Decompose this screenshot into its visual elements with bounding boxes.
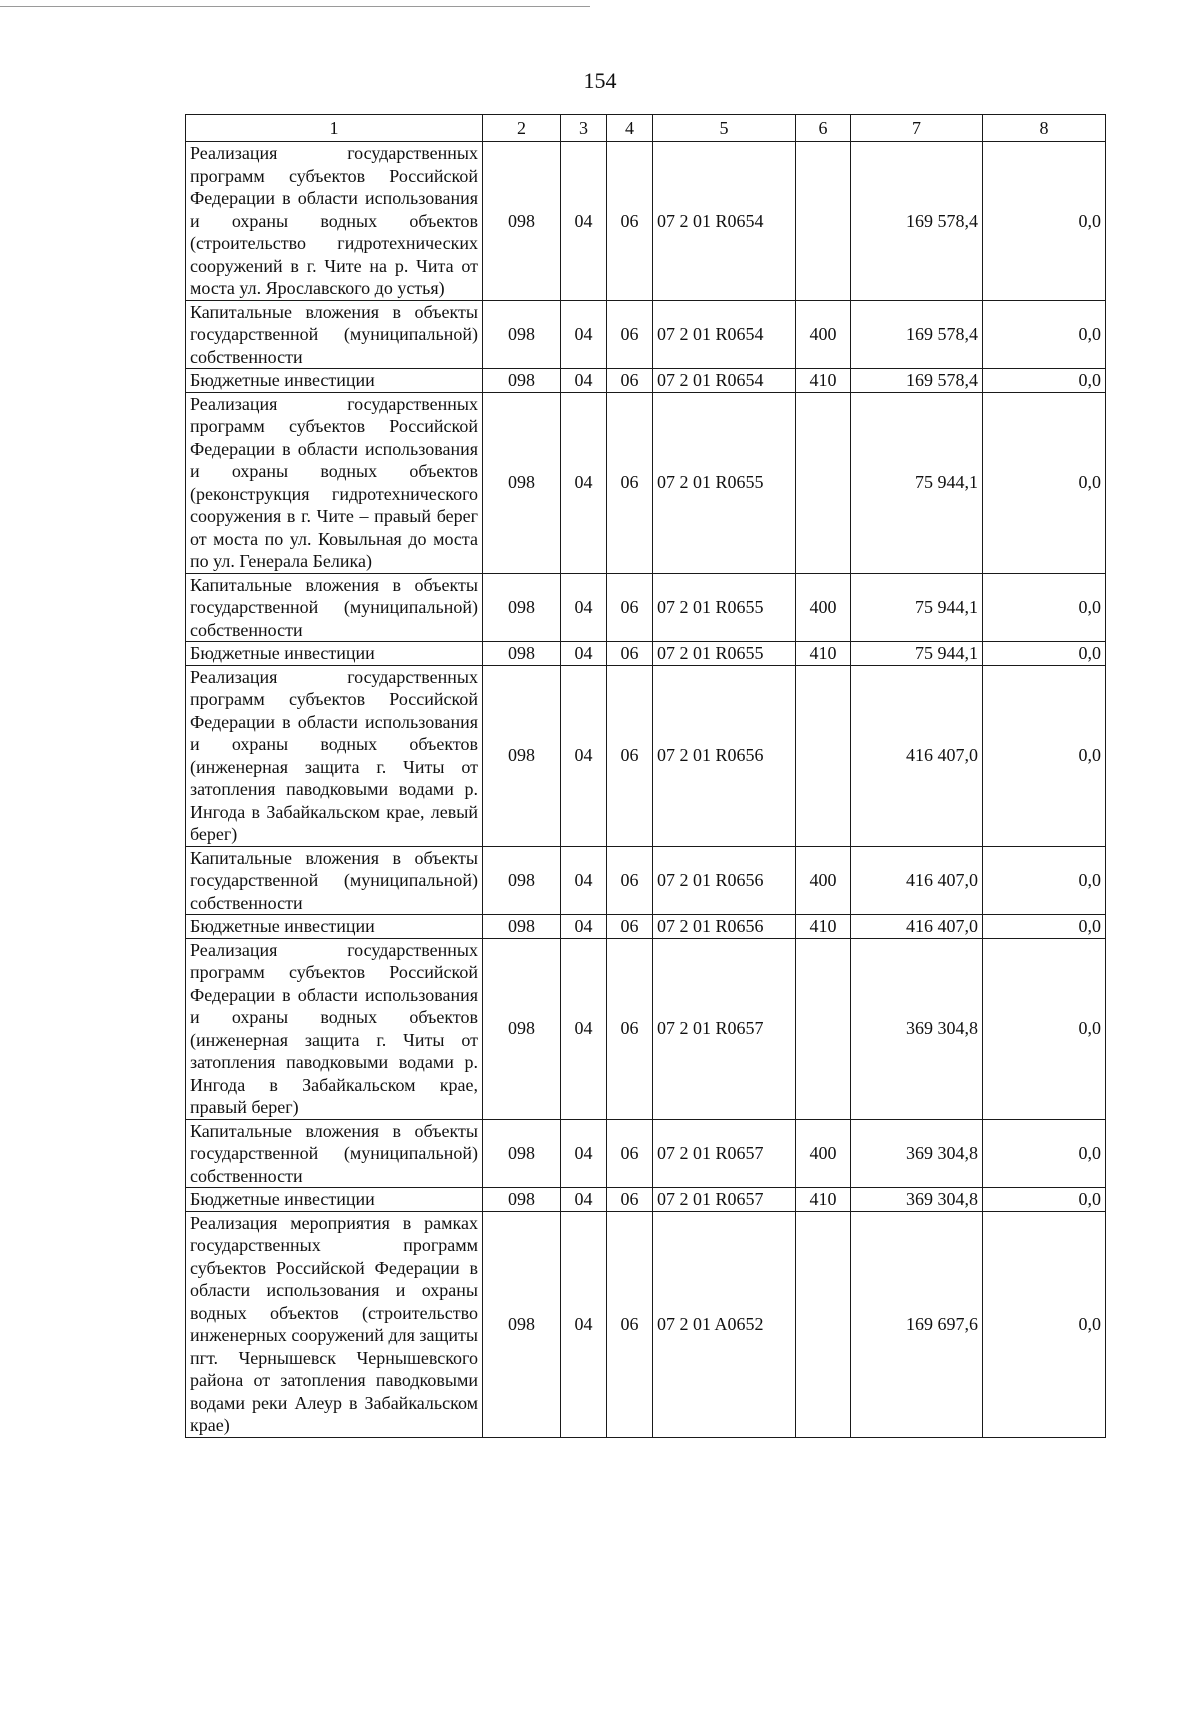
amount-value-col8: 0,0 xyxy=(983,915,1106,939)
table-row xyxy=(186,846,1106,915)
ministry-code: 098 xyxy=(483,846,561,915)
ministry-code: 098 xyxy=(483,1119,561,1188)
section-code: 04 xyxy=(561,642,607,666)
target-article-code: 07 2 01 R0657 xyxy=(653,938,796,1119)
subsection-code: 06 xyxy=(607,642,653,666)
expense-type-code xyxy=(796,142,851,301)
subsection-code: 06 xyxy=(607,142,653,301)
row-description: Реализация государственных программ субъектов Российской Федерации в области использования и охраны водных объектов (строительство гидротехнических сооружений в г. Чите на р. Чита от моста ул. Ярославского до устья) xyxy=(186,142,483,301)
section-code: 04 xyxy=(561,846,607,915)
subsection-code: 06 xyxy=(607,392,653,573)
expense-type-code: 400 xyxy=(796,573,851,642)
section-code: 04 xyxy=(561,938,607,1119)
target-article-code: 07 2 01 R0657 xyxy=(653,1119,796,1188)
section-code: 04 xyxy=(561,915,607,939)
amount-value-col8: 0,0 xyxy=(983,1211,1106,1437)
amount-value-col8: 0,0 xyxy=(983,938,1106,1119)
expense-type-code: 400 xyxy=(796,300,851,369)
column-header: 3 xyxy=(561,115,607,142)
ministry-code: 098 xyxy=(483,642,561,666)
column-header: 7 xyxy=(851,115,983,142)
table-row xyxy=(186,665,1106,846)
amount-value: 75 944,1 xyxy=(851,642,983,666)
amount-value-col8: 0,0 xyxy=(983,300,1106,369)
target-article-code: 07 2 01 R0656 xyxy=(653,665,796,846)
expense-type-code: 400 xyxy=(796,1119,851,1188)
ministry-code: 098 xyxy=(483,665,561,846)
table-row xyxy=(186,369,1106,393)
target-article-code: 07 2 01 R0655 xyxy=(653,573,796,642)
row-description: Реализация государственных программ субъектов Российской Федерации в области использования и охраны водных объектов (инженерная защита г. Читы от затопления паводковыми водами р. Ингода в Забайкальском крае, левый берег) xyxy=(186,665,483,846)
row-description: Бюджетные инвестиции xyxy=(186,369,483,393)
target-article-code: 07 2 01 R0654 xyxy=(653,142,796,301)
target-article-code: 07 2 01 A0652 xyxy=(653,1211,796,1437)
column-header: 4 xyxy=(607,115,653,142)
amount-value-col8: 0,0 xyxy=(983,1188,1106,1212)
column-header: 6 xyxy=(796,115,851,142)
subsection-code: 06 xyxy=(607,846,653,915)
section-code: 04 xyxy=(561,392,607,573)
column-header: 2 xyxy=(483,115,561,142)
expense-type-code: 410 xyxy=(796,1188,851,1212)
ministry-code: 098 xyxy=(483,573,561,642)
expense-type-code xyxy=(796,392,851,573)
row-description: Реализация государственных программ субъектов Российской Федерации в области использования и охраны водных объектов (инженерная защита г. Читы от затопления паводковыми водами р. Ингода в Забайкальском крае, правый берег) xyxy=(186,938,483,1119)
row-description: Бюджетные инвестиции xyxy=(186,642,483,666)
target-article-code: 07 2 01 R0656 xyxy=(653,846,796,915)
amount-value: 369 304,8 xyxy=(851,938,983,1119)
table-row xyxy=(186,300,1106,369)
expense-type-code xyxy=(796,665,851,846)
subsection-code: 06 xyxy=(607,369,653,393)
amount-value-col8: 0,0 xyxy=(983,142,1106,301)
section-code: 04 xyxy=(561,142,607,301)
target-article-code: 07 2 01 R0655 xyxy=(653,392,796,573)
target-article-code: 07 2 01 R0656 xyxy=(653,915,796,939)
scan-top-rule xyxy=(0,6,590,7)
ministry-code: 098 xyxy=(483,938,561,1119)
amount-value-col8: 0,0 xyxy=(983,665,1106,846)
subsection-code: 06 xyxy=(607,1211,653,1437)
row-description: Реализация мероприятия в рамках государственных программ субъектов Российской Федерации в области использования и охраны водных объектов (строительство инженерных сооружений для защиты пгт. Чернышевск Чернышевского района от затопления паводковыми водами реки Алеур в Забайкальском крае) xyxy=(186,1211,483,1437)
subsection-code: 06 xyxy=(607,1188,653,1212)
table-row xyxy=(186,1188,1106,1212)
amount-value-col8: 0,0 xyxy=(983,573,1106,642)
table-row xyxy=(186,642,1106,666)
row-description: Капитальные вложения в объекты государственной (муниципальной) собственности xyxy=(186,846,483,915)
ministry-code: 098 xyxy=(483,300,561,369)
ministry-code: 098 xyxy=(483,369,561,393)
amount-value: 169 578,4 xyxy=(851,142,983,301)
ministry-code: 098 xyxy=(483,142,561,301)
ministry-code: 098 xyxy=(483,1211,561,1437)
amount-value: 169 697,6 xyxy=(851,1211,983,1437)
amount-value: 416 407,0 xyxy=(851,846,983,915)
subsection-code: 06 xyxy=(607,1119,653,1188)
column-header: 1 xyxy=(186,115,483,142)
target-article-code: 07 2 01 R0654 xyxy=(653,369,796,393)
row-description: Капитальные вложения в объекты государственной (муниципальной) собственности xyxy=(186,573,483,642)
subsection-code: 06 xyxy=(607,300,653,369)
section-code: 04 xyxy=(561,300,607,369)
subsection-code: 06 xyxy=(607,573,653,642)
table-row xyxy=(186,1211,1106,1437)
section-code: 04 xyxy=(561,369,607,393)
ministry-code: 098 xyxy=(483,915,561,939)
amount-value-col8: 0,0 xyxy=(983,846,1106,915)
expense-type-code: 410 xyxy=(796,642,851,666)
table-header-row xyxy=(186,115,1106,142)
column-header: 8 xyxy=(983,115,1106,142)
ministry-code: 098 xyxy=(483,392,561,573)
budget-table xyxy=(185,114,1106,1438)
amount-value: 75 944,1 xyxy=(851,392,983,573)
amount-value-col8: 0,0 xyxy=(983,369,1106,393)
expense-type-code xyxy=(796,1211,851,1437)
amount-value: 75 944,1 xyxy=(851,573,983,642)
row-description: Капитальные вложения в объекты государственной (муниципальной) собственности xyxy=(186,1119,483,1188)
row-description: Бюджетные инвестиции xyxy=(186,915,483,939)
column-header: 5 xyxy=(653,115,796,142)
subsection-code: 06 xyxy=(607,915,653,939)
page-number: 154 xyxy=(583,68,617,93)
expense-type-code xyxy=(796,938,851,1119)
expense-type-code: 400 xyxy=(796,846,851,915)
amount-value-col8: 0,0 xyxy=(983,392,1106,573)
target-article-code: 07 2 01 R0654 xyxy=(653,300,796,369)
expense-type-code: 410 xyxy=(796,369,851,393)
amount-value: 369 304,8 xyxy=(851,1119,983,1188)
expense-type-code: 410 xyxy=(796,915,851,939)
amount-value: 416 407,0 xyxy=(851,665,983,846)
amount-value: 169 578,4 xyxy=(851,369,983,393)
amount-value-col8: 0,0 xyxy=(983,1119,1106,1188)
row-description: Капитальные вложения в объекты государственной (муниципальной) собственности xyxy=(186,300,483,369)
subsection-code: 06 xyxy=(607,938,653,1119)
amount-value: 369 304,8 xyxy=(851,1188,983,1212)
amount-value-col8: 0,0 xyxy=(983,642,1106,666)
target-article-code: 07 2 01 R0655 xyxy=(653,642,796,666)
target-article-code: 07 2 01 R0657 xyxy=(653,1188,796,1212)
table-row xyxy=(186,915,1106,939)
section-code: 04 xyxy=(561,1211,607,1437)
table-row xyxy=(186,142,1106,301)
table-row xyxy=(186,938,1106,1119)
row-description: Реализация государственных программ субъектов Российской Федерации в области использования и охраны водных объектов (реконструкция гидротехнического сооружения в г. Чите – правый берег от моста по ул. Ковыльная до моста по ул. Генерала Белика) xyxy=(186,392,483,573)
row-description: Бюджетные инвестиции xyxy=(186,1188,483,1212)
table-row xyxy=(186,1119,1106,1188)
section-code: 04 xyxy=(561,665,607,846)
ministry-code: 098 xyxy=(483,1188,561,1212)
subsection-code: 06 xyxy=(607,665,653,846)
amount-value: 416 407,0 xyxy=(851,915,983,939)
section-code: 04 xyxy=(561,573,607,642)
section-code: 04 xyxy=(561,1119,607,1188)
amount-value: 169 578,4 xyxy=(851,300,983,369)
table-row xyxy=(186,573,1106,642)
section-code: 04 xyxy=(561,1188,607,1212)
table-row xyxy=(186,392,1106,573)
